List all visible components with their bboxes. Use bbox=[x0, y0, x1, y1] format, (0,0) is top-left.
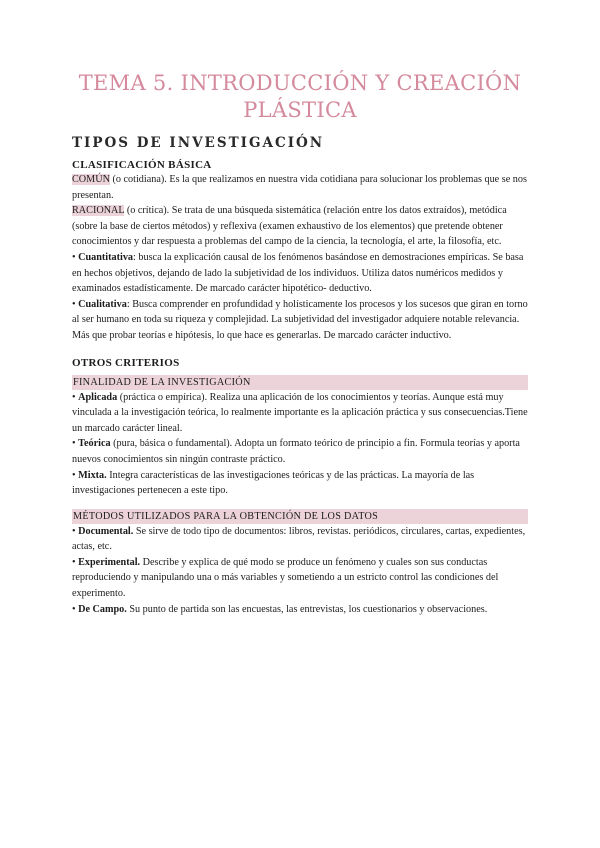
title-line-1: TEMA 5. INTRODUCCIÓN Y CREACIÓN bbox=[78, 71, 522, 95]
bullet: • bbox=[72, 556, 79, 568]
paragraph-comun bbox=[72, 172, 528, 203]
term-cualitativa: Cualitativa bbox=[78, 298, 127, 310]
term-racional: RACIONAL bbox=[72, 205, 125, 217]
page-title bbox=[72, 0, 528, 124]
text-aplicada: (práctica o empírica). Realiza una aplicación de los conocimientos y teorías. Aunque está muy vinculada a la investigación teórica, lo realmente importante es la aplicación práctica y sus consecuencias.Tiene un marcado carácter lineal. bbox=[72, 391, 528, 434]
term-campo: De Campo. bbox=[78, 603, 127, 615]
term-comun: COMÚN bbox=[72, 174, 110, 185]
bullet: • bbox=[72, 251, 79, 263]
text-racional: (o crítica). Se trata de una búsqueda sistemática (relación entre los datos extraídos), metódica (sobre la base de ciertos métodos) y reflexiva (examen exhaustivo de los elementos) que pretende obtener conocimientos y dar respuesta a problemas del campo de la ciencia, la tecnología, el arte, la filosofía, etc. bbox=[72, 205, 507, 248]
paragraph-racional bbox=[72, 203, 528, 250]
band-finalidad: FINALIDAD DE LA INVESTIGACIÓN bbox=[72, 375, 528, 390]
bullet: • bbox=[72, 438, 79, 450]
section-title: TIPOS DE INVESTIGACIÓN bbox=[72, 135, 325, 151]
paragraph-aplicada bbox=[72, 390, 528, 437]
text-teorica: (pura, básica o fundamental). Adopta un formato teórico de principio a fin. Formula teorías y aporta nuevos conocimientos sin ningún contraste práctico. bbox=[72, 438, 520, 465]
term-mixta: Mixta. bbox=[78, 469, 107, 481]
subhead-clasificacion: CLASIFICACIÓN BÁSICA bbox=[72, 159, 212, 171]
term-teorica: Teórica bbox=[78, 438, 111, 450]
term-experimental: Experimental. bbox=[78, 556, 141, 568]
bullet: • bbox=[72, 469, 79, 481]
bullet: • bbox=[72, 298, 79, 310]
paragraph-experimental bbox=[72, 555, 528, 602]
text-experimental: Describe y explica de qué modo se produce un fenómeno y cuales son sus conductas reproduciendo y manipulando una o más variables y sometiendo a un estricto control las condiciones del experimento. bbox=[72, 556, 499, 600]
bullet: • bbox=[72, 525, 79, 537]
subhead-otros-criterios: OTROS CRITERIOS bbox=[72, 356, 180, 369]
paragraph-campo bbox=[72, 602, 528, 618]
term-cuantitativa: Cuantitativa bbox=[78, 251, 134, 263]
text-cualitativa: : Busca comprender en profundidad y holísticamente los procesos y los sucesos que giran en torno al ser humano en toda su riqueza y complejidad. La subjetividad del investigador adquiere notable relevancia. Más que probar teorías e hipótesis, lo que hace es generarlas. De marcado carácter inductivo. bbox=[72, 298, 528, 341]
paragraph-documental bbox=[72, 524, 528, 555]
term-documental: Documental. bbox=[78, 525, 134, 537]
paragraph-cuantitativa bbox=[72, 250, 528, 297]
paragraph-teorica bbox=[72, 436, 528, 467]
paragraph-mixta bbox=[72, 468, 528, 499]
text-cuantitativa: : busca la explicación causal de los fenómenos basándose en demostraciones empíricas. Se basa en hechos objetivos, dejando de lado la subjetividad de los individuos. Utiliza datos numéricos medidos y examinados estadísticamente. De marcado carácter hipotético- deductivo. bbox=[72, 251, 524, 295]
text-documental: Se sirve de todo tipo de documentos: libros, revistas. periódicos, circulares, cartas, expedientes, actas, etc. bbox=[72, 525, 526, 553]
bullet: • bbox=[72, 391, 79, 403]
text-comun: (o cotidiana). Es la que realizamos en nuestra vida cotidiana para solucionar los problemas que se nos presentan. bbox=[72, 174, 527, 201]
band-metodos: MÉTODOS UTILIZADOS PARA LA OBTENCIÓN DE LOS DATOS bbox=[72, 509, 528, 524]
title-line-2: PLÁSTICA bbox=[243, 98, 357, 122]
text-mixta: Integra características de las investigaciones teóricas y de las prácticas. La mayoría de las investigaciones pertenecen a este tipo. bbox=[72, 469, 475, 497]
text-campo: Su punto de partida son las encuestas, las entrevistas, los cuestionarios y observaciones. bbox=[126, 603, 488, 615]
term-aplicada: Aplicada bbox=[78, 391, 118, 403]
paragraph-cualitativa bbox=[72, 297, 528, 344]
bullet: • bbox=[72, 603, 79, 615]
